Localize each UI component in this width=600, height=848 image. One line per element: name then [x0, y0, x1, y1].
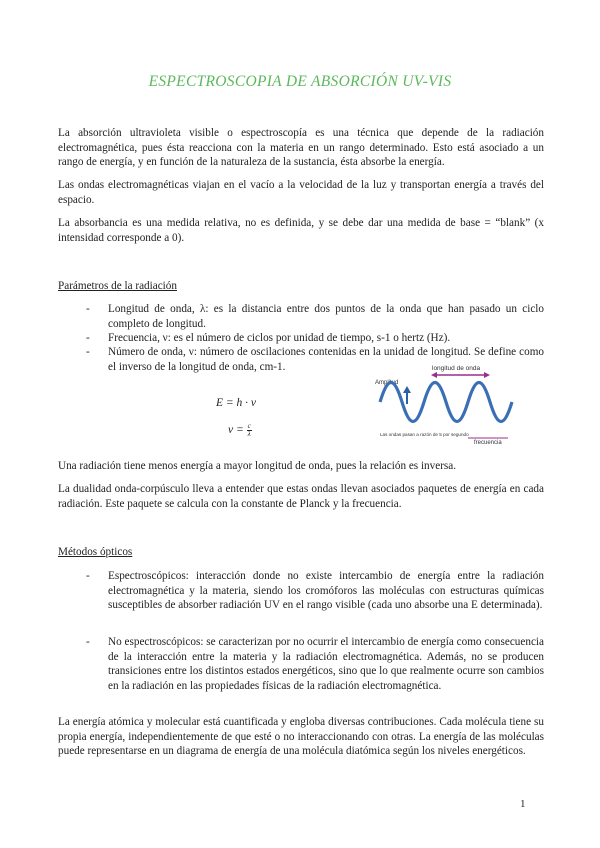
wave-caption: Las ondas pasan a razón de 5 por segundo — [380, 432, 469, 437]
amplitude-label: Amplitud — [375, 380, 399, 386]
frequency-label: frecuencia — [474, 440, 502, 446]
middle-paragraph-2: La dualidad onda-corpúsculo lleva a entender que estas ondas llevan asociados paquetes de energía en cada radiación. Este paquete se calcula con la constante de Planck y la frecuencia. — [58, 483, 544, 510]
wave-curve — [380, 383, 512, 422]
numero-onda-text: Número de onda, ν: número de oscilaciones contenidas en la unidad de longitud. Se define como el inverso de la longitud de onda, cm-1. — [108, 346, 544, 373]
page-title: ESPECTROSCOPIA DE ABSORCIÓN UV-VIS — [148, 73, 452, 90]
middle-paragraph-1: Una radiación tiene menos energía a mayor longitud de onda, pues la relación es inversa. — [58, 460, 457, 472]
fraction-denominator: λ — [247, 430, 251, 438]
equation-frequency — [228, 423, 252, 438]
wave-diagram — [374, 362, 514, 446]
wavelength-arrowhead-left — [431, 372, 437, 378]
wavelength-arrowhead-right — [484, 372, 490, 378]
intro-paragraph-2: Las ondas electromagnéticas viajan en el vacío a la velocidad de la luz y transportan energía a través del espacio. — [58, 179, 544, 206]
equation-fraction — [247, 423, 252, 438]
list-bullet: - — [86, 332, 90, 344]
wavelength-label: longitud de onda — [432, 365, 481, 372]
amplitude-arrowhead — [403, 386, 411, 393]
section-heading-metodos: Métodos ópticos — [58, 546, 133, 558]
intro-paragraph-1: La absorción ultravioleta visible o espectroscopía es una técnica que depende de la radiación electromagnética, pues ésta reacciona con la materia en un rango determinado. Esto está asociado a un rango de energía, y en función de la naturaleza de la sustancia, ésta absorbe la energía. — [58, 127, 544, 169]
list-bullet: - — [86, 570, 90, 582]
list-bullet: - — [86, 346, 90, 358]
list-item-longitud: Longitud de onda, λ: es la distancia entre dos puntos de la onda que han pasado un ciclo completo de longitud. — [108, 303, 544, 330]
list-item-no-espectroscopicos: No espectroscópicos: se caracterizan por no ocurrir el intercambio de energía como consecuencia de la interacción entre la materia y la radiación electromagnética. Además, no se producen transiciones entre los distintos estados energéticos, sino que lo que realmente ocurre son cambios en la radiación en las propiedades físicas de la radiación electromagnética. — [108, 636, 544, 692]
intro-paragraph-3: La absorbancia es una medida relativa, no es definida, y se debe dar una medida de base = “blank” (x intensidad corresponde a 0). — [58, 217, 544, 244]
page-number: 1 — [520, 798, 526, 810]
list-item-espectroscopicos: Espectroscópicos: interacción donde no existe intercambio de energía entre la radiación electromagnética y la materia, siendo los cromóforos las moléculas con estructuras químicas susceptibles de absorber radiación UV en el rango visible (cada uno absorbe una E determinada). — [108, 570, 544, 612]
list-bullet: - — [86, 303, 90, 315]
section-heading-parametros: Parámetros de la radiación — [58, 280, 177, 292]
equation-planck: E = h · ν — [216, 397, 257, 409]
list-bullet: - — [86, 636, 90, 648]
equation-frequency-left: ν = — [228, 424, 244, 437]
fraction-numerator: c — [247, 422, 251, 430]
closing-paragraph: La energía atómica y molecular está cuantificada y engloba diversas contribuciones. Cada molécula tiene su propia energía, independientemente de que esté o no interaccionando con otras. La energía de las moléculas puede representarse en un diagrama de energía de una molécula diatómica según los niveles energéticos. — [58, 716, 544, 758]
list-item-frecuencia: Frecuencia, ν: es el número de ciclos por unidad de tiempo, s-1 o hertz (Hz). — [108, 332, 451, 344]
